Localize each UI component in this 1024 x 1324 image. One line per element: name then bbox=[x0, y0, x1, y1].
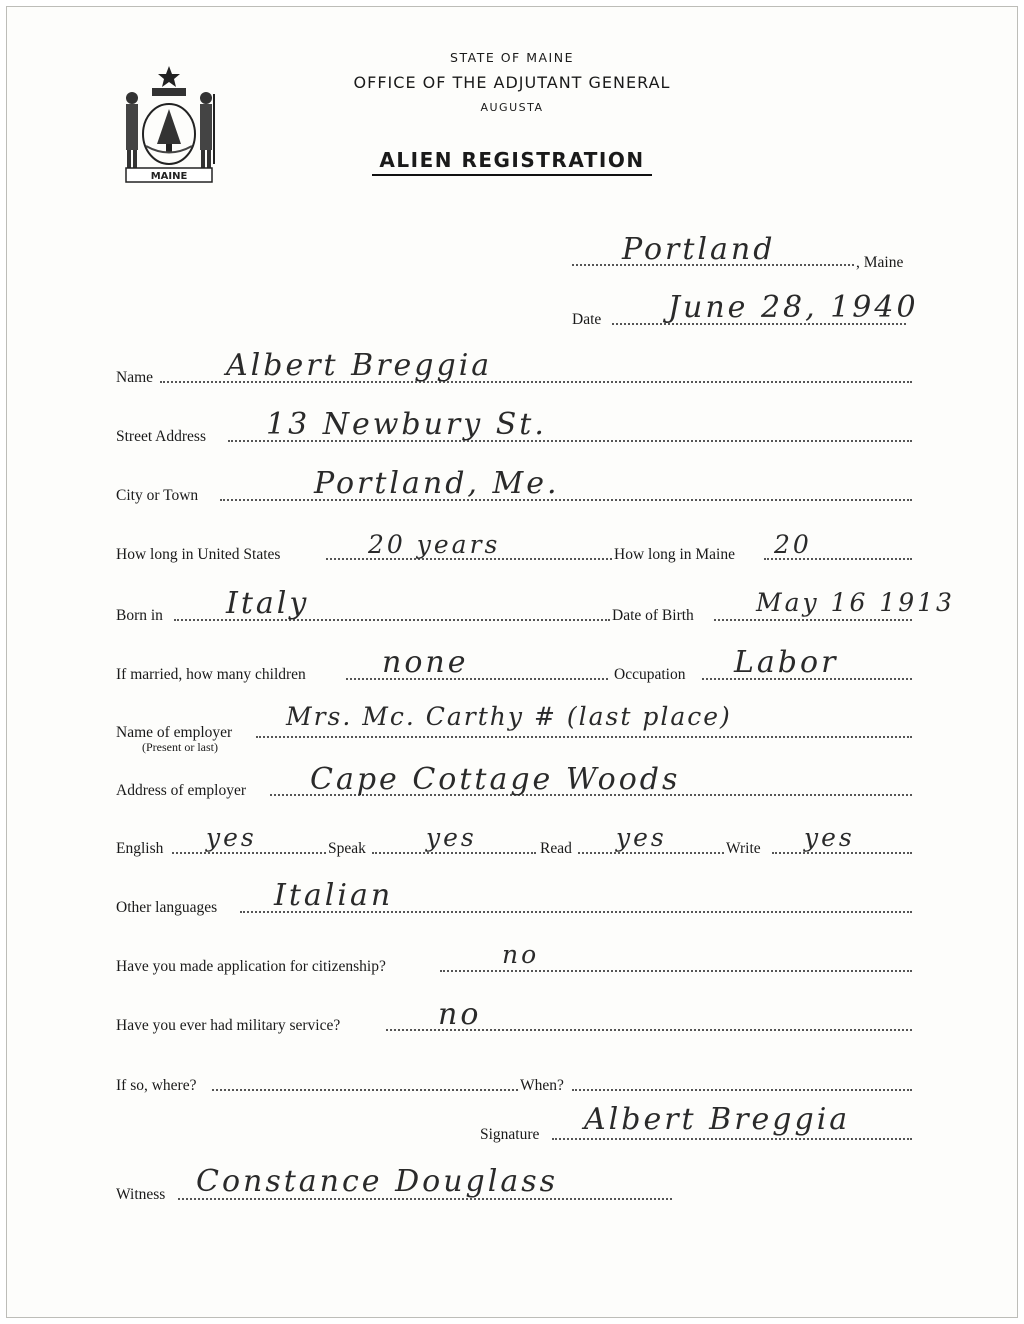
dob-line bbox=[714, 619, 912, 621]
how-long-maine-label: How long in Maine bbox=[614, 546, 735, 563]
title-underline bbox=[372, 174, 652, 176]
military-value: no bbox=[438, 997, 482, 1032]
english-label: English bbox=[116, 840, 164, 857]
street-label: Street Address bbox=[116, 428, 206, 445]
other-languages-label: Other languages bbox=[116, 899, 218, 916]
signature-label: Signature bbox=[480, 1126, 540, 1143]
employer-address-label: Address of employer bbox=[116, 782, 246, 799]
how-long-us-label: How long in United States bbox=[116, 546, 281, 563]
dob-value: May 16 1913 bbox=[756, 588, 955, 617]
employer-label: Name of employer bbox=[116, 724, 233, 741]
signature-line bbox=[552, 1138, 912, 1140]
english-value: yes bbox=[206, 823, 257, 852]
born-in-label: Born in bbox=[116, 607, 163, 624]
occupation-value: Labor bbox=[734, 645, 839, 680]
seal-motto: MAINE bbox=[150, 171, 188, 182]
military-label: Have you ever had military service? bbox=[116, 1017, 341, 1034]
dob-label: Date of Birth bbox=[612, 607, 694, 624]
when-line bbox=[572, 1089, 912, 1091]
born-in-value: Italy bbox=[226, 586, 310, 621]
citizenship-line bbox=[440, 970, 912, 972]
date-value: June 28, 1940 bbox=[668, 290, 919, 325]
speak-line bbox=[372, 852, 536, 854]
write-value: yes bbox=[804, 823, 855, 852]
name-label: Name bbox=[116, 369, 154, 386]
witness-label: Witness bbox=[116, 1186, 166, 1203]
citizenship-value: no bbox=[502, 940, 540, 969]
header-office: OFFICE OF THE ADJUTANT GENERAL bbox=[353, 73, 671, 92]
read-label: Read bbox=[540, 840, 572, 857]
read-value: yes bbox=[616, 823, 667, 852]
how-long-us-value: 20 years bbox=[368, 530, 501, 559]
city-value: Portland, Me. bbox=[314, 466, 560, 501]
write-line bbox=[772, 852, 912, 854]
where-label: If so, where? bbox=[116, 1077, 197, 1094]
signature-value: Albert Breggia bbox=[584, 1102, 851, 1137]
when-label: When? bbox=[520, 1077, 564, 1094]
other-languages-value: Italian bbox=[274, 878, 394, 913]
occupation-label: Occupation bbox=[614, 666, 686, 683]
name-value: Albert Breggia bbox=[226, 348, 493, 383]
form-title: ALIEN REGISTRATION bbox=[379, 148, 645, 172]
place-value: Portland bbox=[622, 232, 776, 267]
read-line bbox=[578, 852, 724, 854]
form-page bbox=[6, 6, 1018, 1318]
street-value: 13 Newbury St. bbox=[266, 407, 547, 442]
maine-label: , Maine bbox=[856, 254, 904, 271]
how-long-maine-value: 20 bbox=[774, 530, 812, 559]
employer-address-value: Cape Cottage Woods bbox=[310, 762, 681, 797]
children-value: none bbox=[382, 645, 469, 680]
header-state: STATE OF MAINE bbox=[450, 50, 574, 65]
english-line bbox=[172, 852, 326, 854]
date-label: Date bbox=[572, 311, 602, 328]
city-label: City or Town bbox=[116, 487, 199, 504]
where-line bbox=[212, 1089, 518, 1091]
citizenship-label: Have you made application for citizenship? bbox=[116, 958, 386, 975]
employer-value: Mrs. Mc. Carthy # (last place) bbox=[286, 702, 732, 731]
employer-line bbox=[256, 736, 912, 738]
children-label: If married, how many children bbox=[116, 666, 306, 683]
header-city: AUGUSTA bbox=[480, 101, 544, 114]
speak-label: Speak bbox=[328, 840, 366, 857]
employer-note: (Present or last) bbox=[142, 740, 218, 754]
write-label: Write bbox=[726, 840, 761, 857]
witness-value: Constance Douglass bbox=[196, 1164, 558, 1199]
speak-value: yes bbox=[426, 823, 477, 852]
